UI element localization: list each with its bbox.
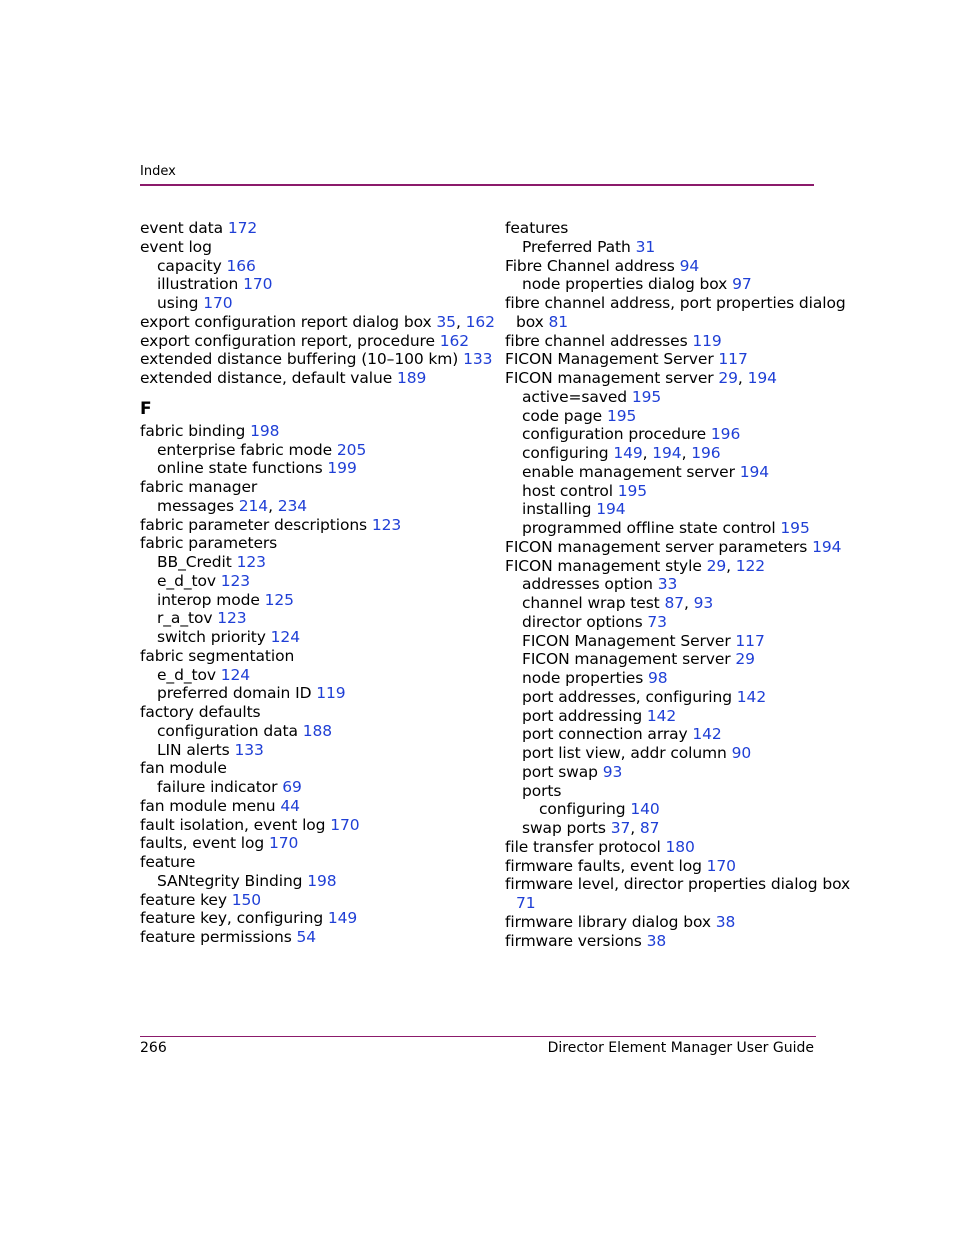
page-link[interactable]: 97 (732, 275, 752, 294)
index-term: export configuration report dialog box (140, 312, 432, 331)
index-entry (140, 275, 480, 294)
index-entry (505, 800, 825, 819)
index-term: firmware versions (505, 931, 642, 950)
page-link[interactable]: 44 (280, 796, 300, 815)
page-link[interactable]: 125 (264, 590, 294, 609)
page-link[interactable]: 93 (602, 762, 623, 781)
index-term: code page (522, 406, 603, 425)
index-entry: messages 214, 234 (157, 496, 308, 515)
page-link[interactable]: 194 (739, 462, 770, 481)
index-term: FICON Management Server (522, 631, 731, 650)
index-term: director options (522, 612, 643, 631)
index-entry (140, 422, 480, 441)
index-entry (140, 534, 480, 553)
index-entry (505, 932, 825, 951)
index-term: configuring (522, 444, 609, 462)
index-entry (140, 891, 480, 910)
page-link[interactable]: 29 (706, 556, 727, 575)
page-link[interactable]: 166 (226, 256, 256, 275)
index-entry: configuring 149, 194, 196 (522, 444, 721, 462)
index-term: export configuration report, procedure (140, 331, 435, 350)
running-header: Index (140, 164, 176, 179)
page-link[interactable]: 196 (710, 425, 741, 444)
page-link[interactable]: 205 (336, 440, 367, 459)
index-term: port addressing (522, 706, 643, 725)
index-term: failure indicator (157, 778, 278, 796)
index-term: feature (140, 853, 196, 871)
page-link[interactable]: 94 (679, 256, 700, 275)
index-term: enable management server (522, 462, 735, 481)
page-link[interactable]: 33 (657, 575, 678, 594)
index-entry (140, 647, 480, 666)
index-entry (505, 707, 825, 726)
index-entry (505, 744, 825, 763)
index-term: FICON management server parameters (505, 537, 808, 556)
index-term: firmware library dialog box (505, 912, 711, 931)
index-entry (140, 722, 480, 741)
page-link[interactable]: 87 (639, 819, 660, 837)
index-entry (140, 909, 480, 928)
page-link[interactable]: 162 (439, 331, 470, 350)
index-entry (505, 650, 825, 669)
index-entry (505, 857, 825, 876)
index-term: fabric parameters (140, 534, 278, 553)
page-link[interactable]: 214 (238, 496, 269, 515)
index-term: SANtegrity Binding (157, 871, 303, 890)
page-link[interactable]: 123 (220, 571, 251, 590)
index-column-left (140, 219, 495, 947)
index-entry (140, 609, 480, 628)
index-entry (505, 913, 825, 932)
index-term: e_d_tov (157, 665, 216, 684)
page-link[interactable]: 119 (692, 331, 722, 350)
index-term: illustration (157, 275, 239, 294)
index-entry (140, 553, 480, 572)
page-link[interactable]: 123 (217, 609, 247, 628)
index-entry (140, 441, 480, 460)
page-link[interactable]: 170 (268, 834, 299, 853)
index-entry (505, 482, 825, 501)
index-entry (140, 666, 480, 685)
index-term: configuration procedure (522, 425, 707, 444)
index-term: installing (522, 500, 592, 519)
index-entry (505, 875, 851, 894)
page-link[interactable]: 194 (596, 500, 626, 519)
page-link[interactable]: 54 (296, 928, 317, 946)
page-link[interactable]: 142 (736, 687, 767, 706)
page-link[interactable]: 38 (646, 931, 667, 950)
page-link[interactable]: 87 (664, 594, 685, 612)
page-link[interactable]: 31 (635, 237, 656, 256)
index-entry (140, 797, 480, 816)
index-entry (140, 369, 480, 388)
page-link[interactable]: 142 (646, 706, 677, 725)
page-link[interactable]: 150 (231, 890, 262, 909)
index-entry (140, 294, 480, 313)
index-entry (140, 703, 480, 722)
index-term: FICON management style (505, 556, 702, 575)
index-entry (140, 628, 480, 647)
index-term: switch priority (157, 628, 266, 646)
index-term: event data (140, 219, 223, 237)
index-entry (140, 572, 480, 591)
index-term: fault isolation, event log (140, 815, 326, 834)
index-entry (140, 332, 480, 351)
page-link[interactable]: 195 (631, 387, 662, 406)
index-term: fan module (140, 759, 227, 778)
index-term: port list view, addr column (522, 744, 727, 762)
index-term: feature permissions (140, 928, 292, 946)
page-link[interactable]: 195 (617, 481, 648, 500)
page-link[interactable]: 195 (780, 519, 810, 537)
page-link[interactable]: 93 (693, 594, 714, 612)
page-link[interactable]: 81 (548, 312, 569, 331)
book-title: Director Element Manager User Guide (547, 1040, 814, 1056)
header-rule (140, 184, 814, 186)
index-term: channel wrap test (522, 594, 660, 612)
page-link[interactable]: 194 (652, 444, 682, 462)
index-entry: swap ports 37, 87 (522, 819, 660, 837)
index-term: enterprise fabric mode (157, 440, 333, 459)
index-entry: FICON management server 29, 194 (505, 369, 777, 387)
page-link[interactable]: 29 (735, 650, 755, 669)
index-term: host control (522, 481, 613, 500)
index-term: node properties dialog box (522, 275, 728, 294)
index-term: fan module menu (140, 796, 276, 815)
index-term: extended distance, default value (140, 369, 393, 387)
index-entry: export configuration report dialog box 35, 162 (140, 312, 495, 331)
index-term: Preferred Path (522, 237, 631, 256)
index-entry (140, 684, 480, 703)
index-entry (505, 275, 825, 294)
index-term: swap ports (522, 819, 606, 837)
index-column-right (505, 219, 851, 950)
index-term: LIN alerts (157, 740, 230, 759)
page-link[interactable]: 140 (630, 800, 660, 819)
page-link[interactable]: 90 (731, 744, 752, 762)
page-link[interactable]: 199 (327, 459, 357, 478)
index-term: capacity (157, 256, 222, 275)
page-link[interactable]: 117 (735, 631, 765, 650)
index-entry (140, 928, 480, 947)
index-entry (140, 816, 480, 835)
index-term: e_d_tov (157, 571, 216, 590)
index-term: firmware faults, event log (505, 856, 702, 875)
index-term: fabric manager (140, 478, 258, 496)
page-link[interactable]: 38 (715, 912, 736, 931)
index-entry (505, 575, 825, 594)
index-entry (140, 478, 480, 497)
index-entry (140, 219, 480, 238)
index-term: event log (140, 237, 212, 256)
page-link[interactable]: 35 (436, 312, 456, 331)
page-link[interactable]: 29 (718, 369, 738, 387)
index-term: feature key (140, 890, 227, 909)
index-entry (140, 591, 480, 610)
index-entry (505, 894, 825, 913)
index-term: fabric segmentation (140, 646, 295, 665)
index-term: preferred domain ID (157, 684, 312, 703)
index-term: extended distance buffering (10–100 km) (140, 350, 459, 369)
index-entry (505, 219, 825, 238)
index-entry (140, 872, 480, 891)
index-term: programmed offline state control (522, 519, 776, 537)
index-term: Fibre Channel address (505, 256, 675, 275)
page-link[interactable]: 194 (812, 537, 842, 556)
page-link[interactable]: 124 (220, 665, 251, 684)
index-entry (140, 516, 480, 535)
page-link[interactable]: 124 (270, 628, 300, 646)
index-entry (505, 238, 825, 257)
page-link[interactable]: 123 (371, 515, 402, 534)
index-entry (505, 257, 825, 276)
index-entry (505, 388, 825, 407)
index-entry (505, 725, 825, 744)
index-entry (140, 759, 480, 778)
index-entry (505, 332, 825, 351)
page-link[interactable]: 189 (396, 369, 427, 387)
page-link[interactable]: 119 (316, 684, 346, 703)
index-term: FICON management server (505, 369, 714, 387)
index-entry (505, 613, 825, 632)
page-link[interactable]: 196 (691, 444, 721, 462)
index-term: faults, event log (140, 834, 265, 853)
index-entry (505, 838, 825, 857)
page-link[interactable]: 188 (302, 721, 332, 740)
index-letter-heading: F (140, 398, 152, 419)
page-link[interactable]: 37 (610, 819, 631, 837)
page-link[interactable]: 170 (203, 294, 233, 312)
page-link[interactable]: 170 (706, 856, 736, 875)
page-link[interactable]: 69 (282, 778, 302, 796)
page-link[interactable]: 198 (307, 871, 337, 890)
index-term: BB_Credit (157, 553, 232, 571)
index-entry (505, 632, 825, 651)
page-link[interactable]: 198 (250, 421, 280, 440)
page-link[interactable]: 117 (718, 350, 748, 369)
index-term: online state functions (157, 459, 323, 478)
page-number: 266 (140, 1040, 167, 1056)
index-entry (505, 294, 846, 313)
index-term: using (157, 294, 199, 312)
index-entry (505, 425, 825, 444)
index-term: node properties (522, 669, 644, 687)
page-link[interactable]: 142 (692, 725, 722, 744)
index-term: factory defaults (140, 703, 261, 721)
page-link[interactable]: 149 (613, 444, 643, 462)
index-term: fibre channel addresses (505, 331, 688, 350)
index-entry (505, 669, 825, 688)
index-term: interop mode (157, 590, 260, 609)
index-entry (505, 350, 825, 369)
page-link[interactable]: 170 (243, 275, 273, 294)
index-entry (140, 257, 480, 276)
index-entry (140, 741, 480, 760)
index-entry (140, 853, 480, 872)
index-term: messages (157, 496, 234, 515)
page-link[interactable]: 98 (648, 669, 668, 687)
index-term: fibre channel address, port properties dialog (505, 294, 846, 312)
page-link[interactable]: 172 (227, 219, 258, 237)
index-entry (505, 313, 825, 332)
index-term: fabric parameter descriptions (140, 515, 368, 534)
index-entry (505, 407, 825, 426)
index-entry (505, 763, 825, 782)
index-term: FICON management server (522, 650, 731, 669)
index-entry (140, 238, 480, 257)
index-term: active=saved (522, 387, 628, 406)
index-term: features (505, 219, 569, 237)
page-link[interactable]: 122 (735, 556, 766, 575)
index-term: FICON Management Server (505, 350, 714, 369)
index-term: feature key, configuring (140, 909, 324, 928)
index-term: port connection array (522, 725, 688, 744)
index-entry (140, 778, 480, 797)
index-entry (505, 782, 825, 801)
page-link[interactable]: 194 (747, 369, 777, 387)
page-link[interactable]: 133 (463, 350, 493, 369)
page-link[interactable]: 133 (234, 740, 264, 759)
page-link[interactable]: 170 (330, 815, 360, 834)
index-term: fabric binding (140, 421, 246, 440)
page-link[interactable]: 123 (236, 553, 266, 571)
page-link[interactable]: 73 (647, 612, 667, 631)
index-term: port swap (522, 762, 598, 781)
index-entry (505, 463, 825, 482)
index-term: port addresses, configuring (522, 687, 732, 706)
footer-rule (140, 1036, 816, 1037)
index-term: addresses option (522, 575, 653, 594)
index-entry (140, 350, 493, 369)
index-term: file transfer protocol (505, 837, 661, 856)
index-entry (140, 459, 480, 478)
page-link[interactable]: 234 (277, 496, 308, 515)
index-term: configuring (539, 800, 626, 819)
index-term: box (516, 312, 544, 331)
index-entry (505, 688, 825, 707)
page-link[interactable]: 149 (327, 909, 358, 928)
index-term: firmware level, director properties dialog box (505, 875, 851, 894)
index-term: configuration data (157, 721, 298, 740)
page-link[interactable]: 162 (465, 312, 495, 331)
index-term: ports (522, 781, 562, 800)
index-term: r_a_tov (157, 609, 213, 628)
index-entry (505, 537, 842, 557)
index-entry: FICON management style 29, 122 (505, 556, 766, 575)
index-entry (505, 500, 825, 519)
page-link[interactable]: 195 (606, 406, 637, 425)
index-entry (140, 834, 480, 853)
page-link[interactable]: 180 (665, 837, 695, 856)
index-entry (505, 519, 825, 538)
page-link[interactable]: 71 (516, 894, 536, 912)
index-entry: channel wrap test 87, 93 (522, 594, 714, 612)
